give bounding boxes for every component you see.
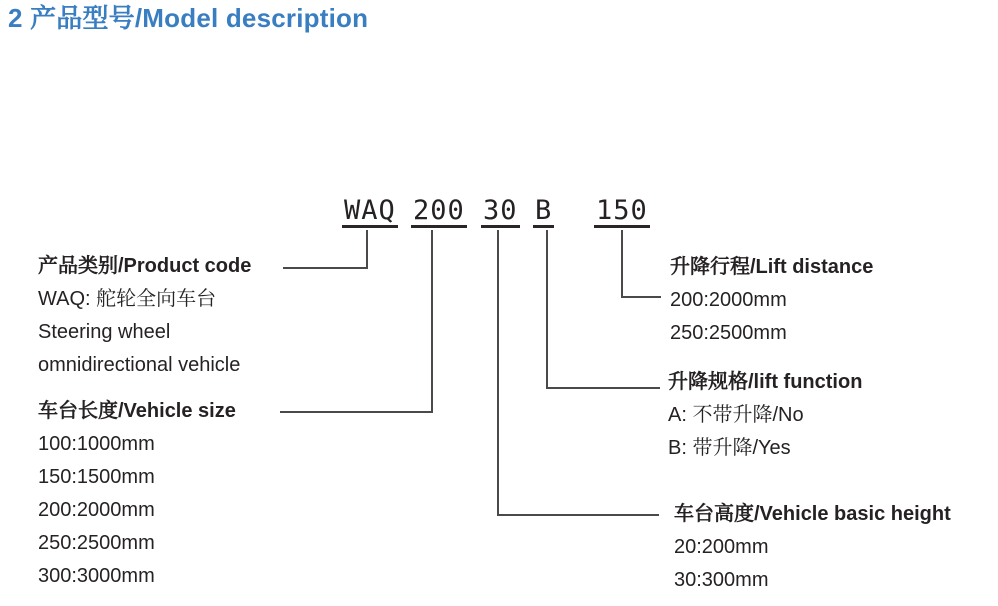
legend-product-code-item: WAQ: 舵轮全向车台 — [38, 288, 217, 310]
legend-lift-function-item: A: 不带升降/No — [668, 404, 804, 426]
legend-vehicle-basic-height-item: 20:200mm — [674, 536, 769, 558]
legend-vehicle-basic-height-item: 30:300mm — [674, 569, 769, 591]
code-segment-product: WAQ — [344, 195, 396, 226]
legend-lift-distance — [670, 251, 873, 350]
section-title: 2 产品型号/Model description — [8, 3, 369, 33]
legend-lift-distance-item: 200:2000mm — [670, 289, 787, 311]
legend-vehicle-basic-height — [674, 498, 951, 597]
connector-vehicle-size-horizontal — [280, 411, 433, 413]
legend-lift-distance-item: 250:2500mm — [670, 322, 787, 344]
legend-vehicle-size-title: 车台长度/Vehicle size — [38, 400, 236, 422]
legend-vehicle-size-item: 300:3000mm — [38, 565, 155, 587]
legend-vehicle-size — [38, 395, 236, 593]
legend-lift-function — [668, 366, 862, 465]
code-segment-lift-distance: 150 — [596, 195, 648, 226]
connector-product-code-horizontal — [283, 267, 368, 269]
legend-lift-function-title: 升降规格/lift function — [668, 371, 863, 393]
connector-product-code-vertical — [366, 230, 368, 269]
connector-vehicle-height-vertical — [497, 230, 499, 516]
connector-vehicle-height-horizontal — [497, 514, 659, 516]
connector-lift-distance-vertical — [621, 230, 623, 298]
legend-product-code-title: 产品类别/Product code — [38, 255, 252, 277]
legend-vehicle-size-item: 250:2500mm — [38, 532, 155, 554]
legend-product-code-item: omnidirectional vehicle — [38, 354, 241, 376]
code-segment-length: 200 — [413, 195, 465, 226]
legend-vehicle-size-item: 100:1000mm — [38, 433, 155, 455]
legend-vehicle-size-item: 150:1500mm — [38, 466, 155, 488]
connector-lift-distance-horizontal — [621, 296, 661, 298]
code-segment-lift-function: B — [535, 195, 553, 226]
legend-vehicle-basic-height-title: 车台高度/Vehicle basic height — [674, 503, 951, 525]
legend-lift-distance-title: 升降行程/Lift distance — [670, 256, 874, 278]
legend-lift-function-item: B: 带升降/Yes — [668, 437, 791, 459]
connector-lift-function-vertical — [546, 230, 548, 389]
code-segment-height: 30 — [483, 195, 518, 226]
connector-vehicle-size-vertical — [431, 230, 433, 413]
legend-product-code-item: Steering wheel — [38, 321, 171, 343]
legend-product-code — [38, 250, 251, 382]
legend-vehicle-size-item: 200:2000mm — [38, 499, 155, 521]
connector-lift-function-horizontal — [546, 387, 660, 389]
